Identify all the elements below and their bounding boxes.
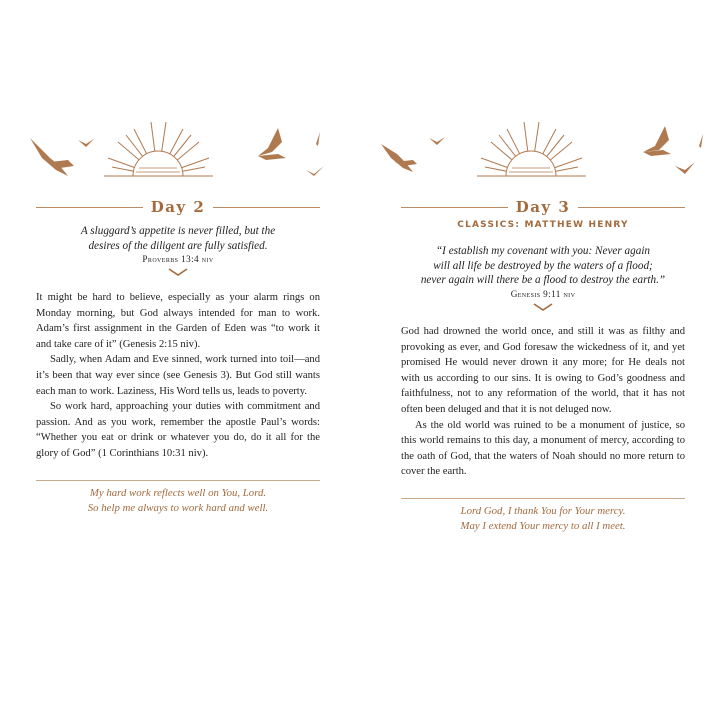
heading-rule-left bbox=[36, 207, 143, 208]
verse-line: desires of the diligent are fully satisfied. bbox=[88, 239, 268, 252]
prayer-line: My hard work reflects well on You, Lord. bbox=[89, 487, 267, 499]
prayer-line: Lord God, I thank You for Your mercy. bbox=[460, 505, 626, 517]
heading-rule-right bbox=[213, 207, 320, 208]
verse-reference: Genesis 9:11 niv bbox=[510, 288, 576, 299]
verse-reference: Proverbs 13:4 niv bbox=[142, 254, 214, 264]
closing-prayer bbox=[401, 504, 685, 534]
body-paragraph: So work hard, approaching your duties with commitment and passion. And as you work, remember the apostle Paul’s words: “Whether you eat or drink or whatever you do, do it all for the glory of God” (1 Corinthians 10:31 niv). bbox=[36, 401, 320, 459]
verse-text bbox=[401, 244, 685, 288]
prayer-divider bbox=[401, 498, 685, 499]
verse-line: A sluggard’s appetite is never filled, but the bbox=[80, 225, 276, 237]
day-title: Day 2 bbox=[150, 198, 206, 216]
prayer-line: May I extend Your mercy to all I meet. bbox=[460, 520, 626, 532]
sunrise-birds-illustration bbox=[16, 118, 340, 190]
devotional-body bbox=[36, 290, 320, 462]
body-paragraph: Sadly, when Adam and Eve sinned, work turned into toil—and it’s been that way ever since (see Genesis 3). But God still wants each man to work. Laziness, His Word tells us, leads to poverty. bbox=[36, 354, 320, 397]
verse-text bbox=[36, 224, 320, 253]
day-subtitle: CLASSICS: MATTHEW HENRY bbox=[457, 220, 629, 230]
body-paragraph: It might be hard to believe, especially as your alarm rings on Monday morning, but God always intended for man to work. Adam’s first assignment in the Garden of Eden was “to work it and take care of it” (Genesis 2:15 niv). bbox=[36, 292, 320, 350]
scripture-verse bbox=[401, 244, 685, 312]
day-heading bbox=[36, 198, 320, 216]
sunrise-birds-illustration bbox=[381, 118, 705, 190]
verse-line: will all life be destroyed by the waters of a flood; bbox=[433, 259, 653, 272]
sunburst-icon bbox=[16, 118, 340, 190]
chevron-down-icon bbox=[168, 268, 188, 277]
body-paragraph: As the old world was ruined to be a monument of justice, so this world remains to this day, a monument of mercy, according to the oath of God, that the waters of Noah should no more return to cover the earth. bbox=[401, 419, 685, 478]
chevron-down-icon bbox=[533, 303, 553, 312]
devotional-body bbox=[401, 324, 685, 480]
heading-rule-left bbox=[401, 207, 508, 208]
closing-prayer bbox=[36, 486, 320, 516]
prayer-line: So help me always to work hard and well. bbox=[87, 502, 269, 514]
body-paragraph: God had drowned the world once, and still it was as filthy and provoking as ever, and God foresaw the wickedness of it, and yet promised He would never drown it any more; for He deals not with us according to our sins. It is owing to God’s goodness and faithfulness, not to any reformation of the world, that it has not often been deluged and that it is not deluged now. bbox=[401, 326, 685, 415]
day-heading bbox=[401, 198, 685, 216]
day-title: Day 3 bbox=[515, 198, 571, 216]
heading-rule-right bbox=[578, 207, 685, 208]
sunburst-icon bbox=[381, 118, 705, 190]
prayer-divider bbox=[36, 480, 320, 481]
verse-line: “I establish my covenant with you: Never again bbox=[435, 245, 651, 257]
verse-line: never again will there be a flood to destroy the earth.” bbox=[420, 274, 666, 286]
scripture-verse bbox=[36, 224, 320, 277]
